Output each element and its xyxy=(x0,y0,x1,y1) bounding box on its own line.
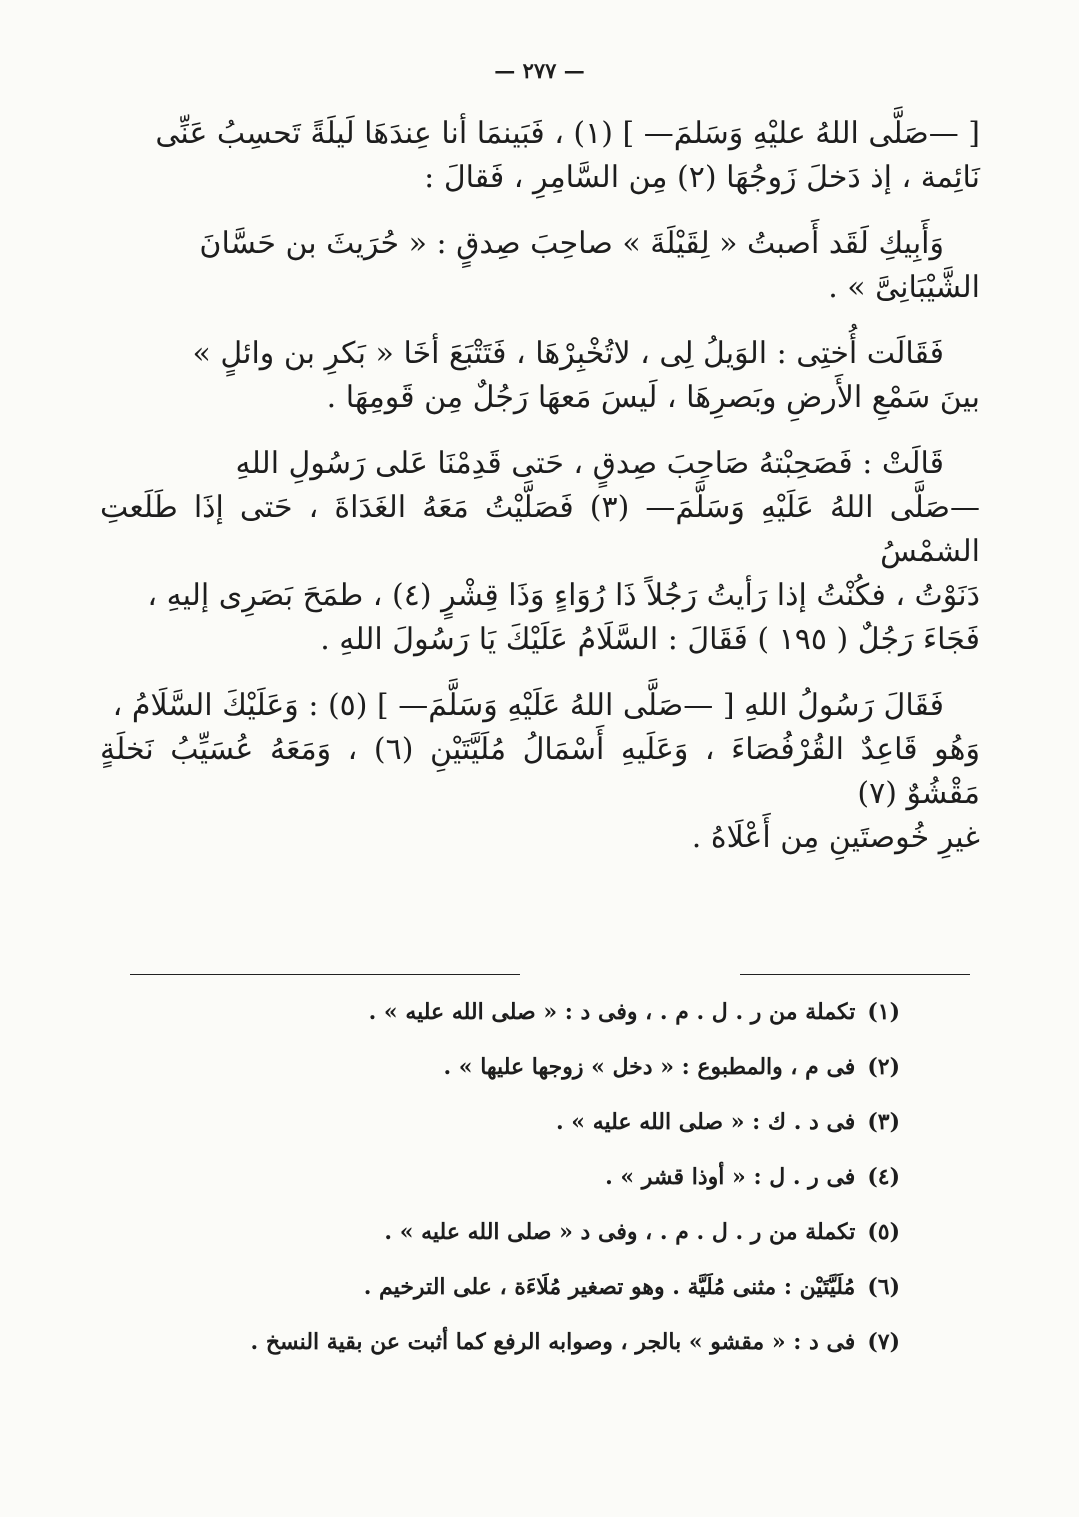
footnote xyxy=(150,1110,900,1135)
footnote-number: (٧) xyxy=(867,1329,900,1355)
text-line: —صَلَّى اللهُ عَلَيْهِ وَسَلَّمَ— (٣) فَصَلَّيْتُ مَعَهُ الغَدَاةَ ، حَتى إذَا طَلَعتِ الشمْسُ xyxy=(100,490,980,569)
footnote-number: (٤) xyxy=(867,1164,900,1190)
text-line: دَنَوْتُ ، فكُنْتُ إذا رَأيتُ رَجُلاً ذَا رُوَاءٍ وَذَا قِشْرٍ (٤) ، طمَحَ بَصَرِى إليهِ ، xyxy=(147,578,980,613)
footnote xyxy=(150,1000,900,1025)
footnote-text: تكملة من ر . ل . م . ، وفى د « صلى الله عليه » . xyxy=(384,1219,856,1245)
text-line: فَقَالَت أُختِى : الوَيلُ لِى ، لاتُخْبِرْهَا ، فَتَتْبَعَ أخَا « بَكرِ بن وائلٍ » xyxy=(192,336,944,371)
footnote-number: (٢) xyxy=(867,1054,900,1080)
text-line: قَالَتْ : فَصَحِبْتهُ صَاحِبَ صِدقٍ ، حَتى قَدِمْنَا عَلى رَسُولِ اللهِ xyxy=(235,446,944,481)
footnote-number: (٣) xyxy=(867,1109,900,1135)
main-text xyxy=(100,112,980,860)
footnote-text: مُلَيَّتَيْن : مثنى مُلَيَّة . وهو تصغير مُلَاءَة ، على الترخيم . xyxy=(363,1274,856,1300)
footnote-number: (٥) xyxy=(867,1219,900,1245)
footnote xyxy=(150,1275,900,1300)
footnote-separator-left xyxy=(130,974,520,975)
page-number: — ٢٧٧ — xyxy=(494,58,585,83)
text-line: فَجَاءَ رَجُلٌ ( ١٩٥ ) فَقَالَ : السَّلَامُ عَلَيْكَ يَا رَسُولَ اللهِ . xyxy=(320,622,980,657)
footnote-text: فى د . ك : « صلى الله عليه » . xyxy=(555,1109,856,1135)
footnote xyxy=(150,1220,900,1245)
footnote-text: فى د : « مقشو » بالجر ، وصوابه الرفع كما أثبت عن بقية النسخ . xyxy=(250,1329,856,1355)
text-line: غيرِ خُوصتَينِ مِن أَعْلَاهُ . xyxy=(691,820,980,855)
text-line: [ —صَلَّى اللهُ عليْهِ وَسَلمَ— ] (١) ، فَبَينمَا أنا عِندَهَا لَيلَةً تَحسِبُ عَنِّى xyxy=(155,116,980,151)
footnote-text: فى ر . ل : « أوذا قشر » . xyxy=(605,1164,856,1190)
footnote xyxy=(150,1330,900,1355)
footnote-number: (٦) xyxy=(867,1274,900,1300)
text-line: وَهُو قَاعِدٌ القُرْفُصَاءَ ، وَعَلَيهِ أَسْمَالُ مُلَيَّتَيْنِ (٦) ، وَمَعَهُ عُسَيِّبُ نَخلَةٍ مَقْشُوٌ (٧) xyxy=(100,732,980,811)
text-line: نَائِمة ، إذ دَخلَ زَوجُهَا (٢) مِن السَّامِرِ ، فَقالَ : xyxy=(424,160,980,195)
footnote-number: (١) xyxy=(867,999,900,1025)
text-line: الشَّيْبَانِىَّ » . xyxy=(828,270,980,305)
footnote-separator-right xyxy=(740,974,970,975)
footnotes xyxy=(150,1000,900,1385)
text-line: فَقَالَ رَسُولُ اللهِ [ —صَلَّى اللهُ عَلَيْهِ وَسَلَّمَ— ] (٥) : وَعَلَيْكَ السَّلَامُ ، xyxy=(112,688,944,723)
footnote-text: فى م ، والمطبوع : « دخل » زوجها عليها » . xyxy=(443,1054,856,1080)
text-line: بينَ سَمْعِ الأَرضِ وبَصرِهَا ، لَيسَ مَعهَا رَجُلٌ مِن قَومِهَا . xyxy=(326,380,980,415)
text-line: وَأَبِيكِ لَقَد أَصبتُ « لِقَيْلَةَ » صاحِبَ صِدقٍ : « حُرَيثَ بن حَسَّانَ xyxy=(199,226,944,261)
footnote xyxy=(150,1055,900,1080)
footnote xyxy=(150,1165,900,1190)
footnote-text: تكملة من ر . ل . م . ، وفى د : « صلى الله عليه » . xyxy=(368,999,856,1025)
